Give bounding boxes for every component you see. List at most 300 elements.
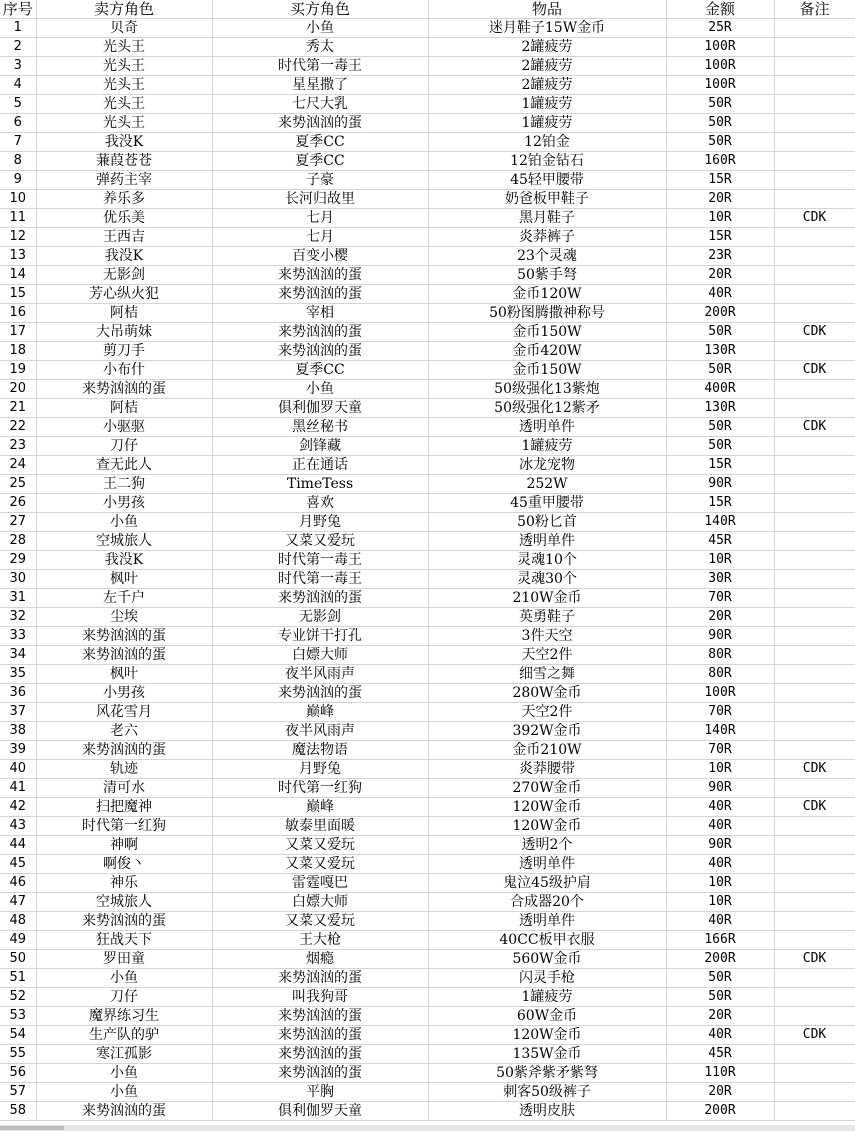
amount-cell[interactable]: 130R xyxy=(666,399,774,418)
buyer-cell[interactable]: 来势汹汹的蛋 xyxy=(212,1026,428,1045)
note-cell[interactable] xyxy=(774,190,855,209)
row-index[interactable]: 55 xyxy=(0,1045,36,1064)
seller-cell[interactable]: 无影剑 xyxy=(36,266,212,285)
note-cell[interactable] xyxy=(774,874,855,893)
item-cell[interactable]: 1罐疲劳 xyxy=(428,95,666,114)
row-index[interactable]: 40 xyxy=(0,760,36,779)
note-cell[interactable] xyxy=(774,988,855,1007)
note-cell[interactable]: CDK xyxy=(774,798,855,817)
note-cell[interactable]: CDK xyxy=(774,1026,855,1045)
note-cell[interactable] xyxy=(774,494,855,513)
amount-cell[interactable]: 40R xyxy=(666,817,774,836)
amount-cell[interactable]: 23R xyxy=(666,247,774,266)
buyer-cell[interactable]: 小鱼 xyxy=(212,19,428,38)
note-cell[interactable] xyxy=(774,171,855,190)
amount-cell[interactable]: 50R xyxy=(666,361,774,380)
buyer-cell[interactable]: TimeTess xyxy=(212,475,428,494)
buyer-cell[interactable]: 巅峰 xyxy=(212,798,428,817)
row-index[interactable]: 32 xyxy=(0,608,36,627)
seller-cell[interactable]: 神啊 xyxy=(36,836,212,855)
item-cell[interactable]: 刺客50级裤子 xyxy=(428,1083,666,1102)
amount-cell[interactable]: 110R xyxy=(666,1064,774,1083)
seller-cell[interactable]: 来势汹汹的蛋 xyxy=(36,627,212,646)
seller-cell[interactable]: 来势汹汹的蛋 xyxy=(36,1102,212,1121)
amount-cell[interactable]: 400R xyxy=(666,380,774,399)
item-cell[interactable]: 3件天空 xyxy=(428,627,666,646)
amount-cell[interactable]: 90R xyxy=(666,627,774,646)
amount-cell[interactable]: 10R xyxy=(666,874,774,893)
seller-cell[interactable]: 优乐美 xyxy=(36,209,212,228)
item-cell[interactable]: 迷月鞋子15W金币 xyxy=(428,19,666,38)
buyer-cell[interactable]: 星星撒了 xyxy=(212,76,428,95)
row-index[interactable]: 56 xyxy=(0,1064,36,1083)
buyer-cell[interactable]: 俱利伽罗天童 xyxy=(212,399,428,418)
row-index[interactable]: 58 xyxy=(0,1102,36,1121)
note-cell[interactable] xyxy=(774,817,855,836)
note-cell[interactable] xyxy=(774,513,855,532)
item-cell[interactable]: 合成器20个 xyxy=(428,893,666,912)
buyer-cell[interactable]: 又菜又爱玩 xyxy=(212,532,428,551)
row-index[interactable]: 7 xyxy=(0,133,36,152)
note-cell[interactable] xyxy=(774,1102,855,1121)
item-cell[interactable]: 闪灵手枪 xyxy=(428,969,666,988)
buyer-cell[interactable]: 魔法物语 xyxy=(212,741,428,760)
note-cell[interactable] xyxy=(774,589,855,608)
seller-cell[interactable]: 轨迹 xyxy=(36,760,212,779)
note-cell[interactable] xyxy=(774,456,855,475)
row-index[interactable]: 25 xyxy=(0,475,36,494)
note-cell[interactable] xyxy=(774,627,855,646)
item-cell[interactable]: 50粉图腾撒神称号 xyxy=(428,304,666,323)
seller-cell[interactable]: 光头王 xyxy=(36,76,212,95)
seller-cell[interactable]: 阿桔 xyxy=(36,399,212,418)
item-cell[interactable]: 120W金币 xyxy=(428,1026,666,1045)
row-index[interactable]: 28 xyxy=(0,532,36,551)
seller-cell[interactable]: 左千户 xyxy=(36,589,212,608)
row-index[interactable]: 35 xyxy=(0,665,36,684)
buyer-cell[interactable]: 夏季CC xyxy=(212,133,428,152)
amount-cell[interactable]: 80R xyxy=(666,665,774,684)
amount-cell[interactable]: 70R xyxy=(666,703,774,722)
row-index[interactable]: 10 xyxy=(0,190,36,209)
item-cell[interactable]: 英勇鞋子 xyxy=(428,608,666,627)
amount-cell[interactable]: 200R xyxy=(666,304,774,323)
item-cell[interactable]: 奶爸板甲鞋子 xyxy=(428,190,666,209)
item-cell[interactable]: 冰龙宠物 xyxy=(428,456,666,475)
note-cell[interactable] xyxy=(774,551,855,570)
seller-cell[interactable]: 来势汹汹的蛋 xyxy=(36,741,212,760)
item-cell[interactable]: 12铂金 xyxy=(428,133,666,152)
item-cell[interactable]: 透明皮肤 xyxy=(428,1102,666,1121)
item-cell[interactable]: 1罐疲劳 xyxy=(428,114,666,133)
amount-cell[interactable]: 20R xyxy=(666,190,774,209)
row-index[interactable]: 22 xyxy=(0,418,36,437)
row-index[interactable]: 57 xyxy=(0,1083,36,1102)
item-cell[interactable]: 45轻甲腰带 xyxy=(428,171,666,190)
row-index[interactable]: 30 xyxy=(0,570,36,589)
row-index[interactable]: 8 xyxy=(0,152,36,171)
buyer-cell[interactable]: 夏季CC xyxy=(212,152,428,171)
seller-cell[interactable]: 罗田童 xyxy=(36,950,212,969)
seller-cell[interactable]: 小驱驱 xyxy=(36,418,212,437)
note-cell[interactable] xyxy=(774,532,855,551)
seller-cell[interactable]: 小男孩 xyxy=(36,494,212,513)
seller-cell[interactable]: 魔界练习生 xyxy=(36,1007,212,1026)
seller-cell[interactable]: 剪刀手 xyxy=(36,342,212,361)
amount-cell[interactable]: 40R xyxy=(666,912,774,931)
amount-cell[interactable]: 160R xyxy=(666,152,774,171)
note-cell[interactable] xyxy=(774,836,855,855)
item-cell[interactable]: 40CC板甲衣服 xyxy=(428,931,666,950)
seller-cell[interactable]: 时代第一红狗 xyxy=(36,817,212,836)
row-index[interactable]: 31 xyxy=(0,589,36,608)
row-index[interactable]: 27 xyxy=(0,513,36,532)
amount-cell[interactable]: 100R xyxy=(666,684,774,703)
amount-cell[interactable]: 50R xyxy=(666,95,774,114)
item-cell[interactable]: 280W金币 xyxy=(428,684,666,703)
amount-cell[interactable]: 25R xyxy=(666,19,774,38)
buyer-cell[interactable]: 专业饼干打孔 xyxy=(212,627,428,646)
item-cell[interactable]: 透明单件 xyxy=(428,418,666,437)
buyer-cell[interactable]: 俱利伽罗天童 xyxy=(212,1102,428,1121)
item-cell[interactable]: 炎莽腰带 xyxy=(428,760,666,779)
row-index[interactable]: 4 xyxy=(0,76,36,95)
note-cell[interactable] xyxy=(774,228,855,247)
seller-cell[interactable]: 枫叶 xyxy=(36,665,212,684)
buyer-cell[interactable]: 七尺大乳 xyxy=(212,95,428,114)
row-index[interactable]: 11 xyxy=(0,209,36,228)
header-item[interactable]: 物品 xyxy=(428,0,666,19)
note-cell[interactable] xyxy=(774,779,855,798)
item-cell[interactable]: 鬼泣45级护肩 xyxy=(428,874,666,893)
row-index[interactable]: 49 xyxy=(0,931,36,950)
note-cell[interactable] xyxy=(774,133,855,152)
note-cell[interactable] xyxy=(774,76,855,95)
seller-cell[interactable]: 扫把魔神 xyxy=(36,798,212,817)
buyer-cell[interactable]: 来势汹汹的蛋 xyxy=(212,684,428,703)
row-index[interactable]: 5 xyxy=(0,95,36,114)
note-cell[interactable] xyxy=(774,1007,855,1026)
row-index[interactable]: 16 xyxy=(0,304,36,323)
note-cell[interactable] xyxy=(774,969,855,988)
row-index[interactable]: 46 xyxy=(0,874,36,893)
row-index[interactable]: 1 xyxy=(0,19,36,38)
buyer-cell[interactable]: 来势汹汹的蛋 xyxy=(212,266,428,285)
seller-cell[interactable]: 尘埃 xyxy=(36,608,212,627)
item-cell[interactable]: 1罐疲劳 xyxy=(428,988,666,1007)
amount-cell[interactable]: 20R xyxy=(666,266,774,285)
seller-cell[interactable]: 我没K xyxy=(36,133,212,152)
amount-cell[interactable]: 30R xyxy=(666,570,774,589)
item-cell[interactable]: 210W金币 xyxy=(428,589,666,608)
amount-cell[interactable]: 140R xyxy=(666,722,774,741)
seller-cell[interactable]: 老六 xyxy=(36,722,212,741)
buyer-cell[interactable]: 巅峰 xyxy=(212,703,428,722)
buyer-cell[interactable]: 七月 xyxy=(212,228,428,247)
item-cell[interactable]: 透明单件 xyxy=(428,532,666,551)
item-cell[interactable]: 透明单件 xyxy=(428,855,666,874)
seller-cell[interactable]: 光头王 xyxy=(36,95,212,114)
amount-cell[interactable]: 166R xyxy=(666,931,774,950)
seller-cell[interactable]: 来势汹汹的蛋 xyxy=(36,380,212,399)
item-cell[interactable]: 120W金币 xyxy=(428,798,666,817)
amount-cell[interactable]: 20R xyxy=(666,1007,774,1026)
row-index[interactable]: 54 xyxy=(0,1026,36,1045)
amount-cell[interactable]: 130R xyxy=(666,342,774,361)
row-index[interactable]: 48 xyxy=(0,912,36,931)
buyer-cell[interactable]: 时代第一毒王 xyxy=(212,551,428,570)
amount-cell[interactable]: 200R xyxy=(666,950,774,969)
seller-cell[interactable]: 风花雪月 xyxy=(36,703,212,722)
item-cell[interactable]: 270W金币 xyxy=(428,779,666,798)
item-cell[interactable]: 黑月鞋子 xyxy=(428,209,666,228)
item-cell[interactable]: 2罐疲劳 xyxy=(428,38,666,57)
seller-cell[interactable]: 阿桔 xyxy=(36,304,212,323)
amount-cell[interactable]: 15R xyxy=(666,171,774,190)
note-cell[interactable] xyxy=(774,399,855,418)
amount-cell[interactable]: 100R xyxy=(666,38,774,57)
amount-cell[interactable]: 50R xyxy=(666,988,774,1007)
item-cell[interactable]: 252W xyxy=(428,475,666,494)
note-cell[interactable] xyxy=(774,285,855,304)
row-index[interactable]: 44 xyxy=(0,836,36,855)
buyer-cell[interactable]: 来势汹汹的蛋 xyxy=(212,1045,428,1064)
seller-cell[interactable]: 弹药主宰 xyxy=(36,171,212,190)
amount-cell[interactable]: 10R xyxy=(666,551,774,570)
seller-cell[interactable]: 空城旅人 xyxy=(36,893,212,912)
amount-cell[interactable]: 200R xyxy=(666,1102,774,1121)
item-cell[interactable]: 45重甲腰带 xyxy=(428,494,666,513)
note-cell[interactable] xyxy=(774,570,855,589)
amount-cell[interactable]: 80R xyxy=(666,646,774,665)
row-index[interactable]: 43 xyxy=(0,817,36,836)
seller-cell[interactable]: 查无此人 xyxy=(36,456,212,475)
seller-cell[interactable]: 狂战天下 xyxy=(36,931,212,950)
item-cell[interactable]: 透明2个 xyxy=(428,836,666,855)
note-cell[interactable] xyxy=(774,152,855,171)
seller-cell[interactable]: 来势汹汹的蛋 xyxy=(36,646,212,665)
buyer-cell[interactable]: 来势汹汹的蛋 xyxy=(212,285,428,304)
seller-cell[interactable]: 蒹葭苍苍 xyxy=(36,152,212,171)
amount-cell[interactable]: 90R xyxy=(666,475,774,494)
seller-cell[interactable]: 小男孩 xyxy=(36,684,212,703)
row-index[interactable]: 52 xyxy=(0,988,36,1007)
amount-cell[interactable]: 15R xyxy=(666,494,774,513)
seller-cell[interactable]: 刀仔 xyxy=(36,988,212,1007)
header-index[interactable]: 序号 xyxy=(0,0,36,19)
item-cell[interactable]: 23个灵魂 xyxy=(428,247,666,266)
item-cell[interactable]: 炎莽裤子 xyxy=(428,228,666,247)
item-cell[interactable]: 50紫斧紫矛紫弩 xyxy=(428,1064,666,1083)
item-cell[interactable]: 金币150W xyxy=(428,323,666,342)
item-cell[interactable]: 2罐疲劳 xyxy=(428,57,666,76)
row-index[interactable]: 9 xyxy=(0,171,36,190)
buyer-cell[interactable]: 夏季CC xyxy=(212,361,428,380)
amount-cell[interactable]: 20R xyxy=(666,608,774,627)
seller-cell[interactable]: 养乐多 xyxy=(36,190,212,209)
seller-cell[interactable]: 光头王 xyxy=(36,57,212,76)
buyer-cell[interactable]: 喜欢 xyxy=(212,494,428,513)
amount-cell[interactable]: 45R xyxy=(666,1045,774,1064)
buyer-cell[interactable]: 来势汹汹的蛋 xyxy=(212,1007,428,1026)
seller-cell[interactable]: 空城旅人 xyxy=(36,532,212,551)
row-index[interactable]: 53 xyxy=(0,1007,36,1026)
amount-cell[interactable]: 40R xyxy=(666,855,774,874)
row-index[interactable]: 20 xyxy=(0,380,36,399)
item-cell[interactable]: 金币150W xyxy=(428,361,666,380)
buyer-cell[interactable]: 敏泰里面暖 xyxy=(212,817,428,836)
buyer-cell[interactable]: 来势汹汹的蛋 xyxy=(212,114,428,133)
amount-cell[interactable]: 90R xyxy=(666,836,774,855)
note-cell[interactable]: CDK xyxy=(774,760,855,779)
buyer-cell[interactable]: 七月 xyxy=(212,209,428,228)
buyer-cell[interactable]: 正在通话 xyxy=(212,456,428,475)
buyer-cell[interactable]: 白嫖大师 xyxy=(212,646,428,665)
row-index[interactable]: 50 xyxy=(0,950,36,969)
row-index[interactable]: 21 xyxy=(0,399,36,418)
seller-cell[interactable]: 大吊萌妹 xyxy=(36,323,212,342)
buyer-cell[interactable]: 时代第一毒王 xyxy=(212,57,428,76)
scrollbar-thumb[interactable] xyxy=(0,1126,64,1130)
note-cell[interactable] xyxy=(774,893,855,912)
row-index[interactable]: 39 xyxy=(0,741,36,760)
buyer-cell[interactable]: 夜半风雨声 xyxy=(212,722,428,741)
item-cell[interactable]: 灵魂30个 xyxy=(428,570,666,589)
note-cell[interactable]: CDK xyxy=(774,950,855,969)
note-cell[interactable] xyxy=(774,912,855,931)
seller-cell[interactable]: 刀仔 xyxy=(36,437,212,456)
row-index[interactable]: 23 xyxy=(0,437,36,456)
item-cell[interactable]: 60W金币 xyxy=(428,1007,666,1026)
buyer-cell[interactable]: 又菜又爱玩 xyxy=(212,855,428,874)
amount-cell[interactable]: 15R xyxy=(666,228,774,247)
note-cell[interactable]: CDK xyxy=(774,361,855,380)
seller-cell[interactable]: 来势汹汹的蛋 xyxy=(36,912,212,931)
amount-cell[interactable]: 90R xyxy=(666,779,774,798)
row-index[interactable]: 6 xyxy=(0,114,36,133)
seller-cell[interactable]: 神乐 xyxy=(36,874,212,893)
buyer-cell[interactable]: 秀太 xyxy=(212,38,428,57)
amount-cell[interactable]: 10R xyxy=(666,209,774,228)
item-cell[interactable]: 1罐疲劳 xyxy=(428,437,666,456)
amount-cell[interactable]: 50R xyxy=(666,437,774,456)
buyer-cell[interactable]: 时代第一毒王 xyxy=(212,570,428,589)
row-index[interactable]: 13 xyxy=(0,247,36,266)
note-cell[interactable] xyxy=(774,342,855,361)
row-index[interactable]: 19 xyxy=(0,361,36,380)
note-cell[interactable] xyxy=(774,437,855,456)
amount-cell[interactable]: 50R xyxy=(666,133,774,152)
row-index[interactable]: 29 xyxy=(0,551,36,570)
item-cell[interactable]: 金币210W xyxy=(428,741,666,760)
row-index[interactable]: 15 xyxy=(0,285,36,304)
item-cell[interactable]: 细雪之舞 xyxy=(428,665,666,684)
note-cell[interactable] xyxy=(774,684,855,703)
note-cell[interactable] xyxy=(774,703,855,722)
item-cell[interactable]: 天空2件 xyxy=(428,703,666,722)
note-cell[interactable] xyxy=(774,646,855,665)
seller-cell[interactable]: 小鱼 xyxy=(36,969,212,988)
amount-cell[interactable]: 10R xyxy=(666,893,774,912)
note-cell[interactable] xyxy=(774,722,855,741)
amount-cell[interactable]: 45R xyxy=(666,532,774,551)
buyer-cell[interactable]: 来势汹汹的蛋 xyxy=(212,1064,428,1083)
buyer-cell[interactable]: 王大枪 xyxy=(212,931,428,950)
buyer-cell[interactable]: 剑锋藏 xyxy=(212,437,428,456)
amount-cell[interactable]: 100R xyxy=(666,76,774,95)
buyer-cell[interactable]: 来势汹汹的蛋 xyxy=(212,969,428,988)
buyer-cell[interactable]: 时代第一红狗 xyxy=(212,779,428,798)
seller-cell[interactable]: 小鱼 xyxy=(36,513,212,532)
note-cell[interactable] xyxy=(774,304,855,323)
seller-cell[interactable]: 光头王 xyxy=(36,114,212,133)
note-cell[interactable] xyxy=(774,95,855,114)
row-index[interactable]: 14 xyxy=(0,266,36,285)
seller-cell[interactable]: 我没K xyxy=(36,247,212,266)
row-index[interactable]: 26 xyxy=(0,494,36,513)
seller-cell[interactable]: 贝奇 xyxy=(36,19,212,38)
row-index[interactable]: 3 xyxy=(0,57,36,76)
buyer-cell[interactable]: 子豪 xyxy=(212,171,428,190)
header-buyer[interactable]: 买方角色 xyxy=(212,0,428,19)
item-cell[interactable]: 灵魂10个 xyxy=(428,551,666,570)
seller-cell[interactable]: 啊俊丶 xyxy=(36,855,212,874)
item-cell[interactable]: 560W金币 xyxy=(428,950,666,969)
seller-cell[interactable]: 小鱼 xyxy=(36,1083,212,1102)
buyer-cell[interactable]: 月野兔 xyxy=(212,513,428,532)
note-cell[interactable] xyxy=(774,57,855,76)
row-index[interactable]: 18 xyxy=(0,342,36,361)
note-cell[interactable] xyxy=(774,665,855,684)
seller-cell[interactable]: 芳心纵火犯 xyxy=(36,285,212,304)
row-index[interactable]: 37 xyxy=(0,703,36,722)
buyer-cell[interactable]: 又菜又爱玩 xyxy=(212,912,428,931)
row-index[interactable]: 24 xyxy=(0,456,36,475)
row-index[interactable]: 38 xyxy=(0,722,36,741)
note-cell[interactable] xyxy=(774,1083,855,1102)
item-cell[interactable]: 50级强化12紫矛 xyxy=(428,399,666,418)
seller-cell[interactable]: 王西吉 xyxy=(36,228,212,247)
row-index[interactable]: 33 xyxy=(0,627,36,646)
row-index[interactable]: 45 xyxy=(0,855,36,874)
seller-cell[interactable]: 清可水 xyxy=(36,779,212,798)
amount-cell[interactable]: 50R xyxy=(666,969,774,988)
note-cell[interactable] xyxy=(774,19,855,38)
header-amount[interactable]: 金额 xyxy=(666,0,774,19)
amount-cell[interactable]: 10R xyxy=(666,760,774,779)
buyer-cell[interactable]: 来势汹汹的蛋 xyxy=(212,323,428,342)
note-cell[interactable] xyxy=(774,475,855,494)
item-cell[interactable]: 50粉匕首 xyxy=(428,513,666,532)
item-cell[interactable]: 50级强化13紫炮 xyxy=(428,380,666,399)
seller-cell[interactable]: 小鱼 xyxy=(36,1064,212,1083)
row-index[interactable]: 41 xyxy=(0,779,36,798)
row-index[interactable]: 51 xyxy=(0,969,36,988)
item-cell[interactable]: 2罐疲劳 xyxy=(428,76,666,95)
header-note[interactable]: 备注 xyxy=(774,0,855,19)
amount-cell[interactable]: 50R xyxy=(666,323,774,342)
buyer-cell[interactable]: 来势汹汹的蛋 xyxy=(212,589,428,608)
buyer-cell[interactable]: 小鱼 xyxy=(212,380,428,399)
item-cell[interactable]: 透明单件 xyxy=(428,912,666,931)
note-cell[interactable]: CDK xyxy=(774,418,855,437)
row-index[interactable]: 42 xyxy=(0,798,36,817)
horizontal-scrollbar[interactable] xyxy=(0,1125,855,1131)
amount-cell[interactable]: 40R xyxy=(666,798,774,817)
row-index[interactable]: 36 xyxy=(0,684,36,703)
item-cell[interactable]: 12铂金钻石 xyxy=(428,152,666,171)
note-cell[interactable]: CDK xyxy=(774,209,855,228)
